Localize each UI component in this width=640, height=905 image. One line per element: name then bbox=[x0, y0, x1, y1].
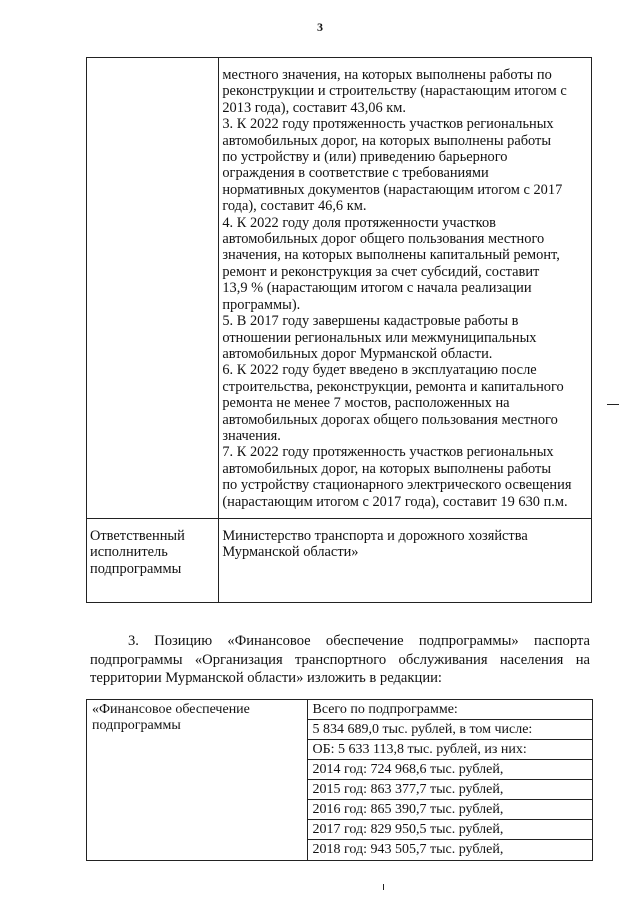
indicator-line: года), составит 46,6 км. bbox=[222, 198, 367, 215]
executor-row bbox=[87, 518, 592, 602]
indicator-line: значения, на которых выполнены капитальный ремонт, bbox=[222, 247, 560, 264]
financing-label-line: «Финансовое обеспечение bbox=[92, 702, 250, 717]
page-number: 3 bbox=[317, 20, 323, 34]
indicator-line: 6. К 2022 году будет введено в эксплуатацию после bbox=[222, 362, 537, 379]
financing-value-line: Всего по подпрограмме: bbox=[308, 700, 593, 720]
financing-label-cell bbox=[87, 700, 308, 861]
indicator-line: строительства, реконструкции, ремонта и капитального bbox=[222, 378, 564, 395]
indicators-row bbox=[87, 58, 592, 519]
paragraph-line: подпрограммы «Организация транспортного обслуживания населения на bbox=[90, 651, 590, 668]
indicator-line: программы). bbox=[222, 296, 301, 313]
financing-value-line: 2017 год: 829 950,5 тыс. рублей, bbox=[308, 820, 593, 840]
indicator-line: ремонт и реконструкция за счет субсидий, составит bbox=[222, 263, 540, 280]
indicator-line: 4. К 2022 году доля протяженности участков bbox=[222, 214, 496, 231]
scan-mark bbox=[383, 884, 384, 890]
financing-value-line: 2014 год: 724 968,6 тыс. рублей, bbox=[308, 760, 593, 780]
indicator-line: нормативных документов (нарастающим итогом с 2017 bbox=[222, 181, 563, 198]
indicator-line: реконструкции и строительству (нарастающим итогом с bbox=[222, 83, 567, 100]
financing-value-line: 2016 год: 865 390,7 тыс. рублей, bbox=[308, 800, 593, 820]
indicator-line: 5. В 2017 году завершены кадастровые работы в bbox=[222, 313, 519, 330]
amendment-paragraph bbox=[90, 632, 590, 688]
executor-label-line: исполнитель bbox=[90, 544, 168, 561]
indicator-line: местного значения, на которых выполнены работы по bbox=[222, 67, 552, 83]
indicator-line: ограждения в соответствие с требованиями bbox=[222, 165, 489, 182]
indicators-right-cell bbox=[219, 58, 592, 519]
indicator-line: автомобильных дорог общего пользования местного bbox=[222, 231, 545, 248]
executor-label-line: подпрограммы bbox=[90, 560, 182, 577]
executor-value-line: Министерство транспорта и дорожного хозяйства bbox=[222, 527, 528, 544]
indicator-line: автомобильных дорог Мурманской области. bbox=[222, 345, 493, 362]
indicator-line: значения. bbox=[222, 427, 281, 444]
indicator-line: автомобильных дорог, на которых выполнены работы bbox=[222, 132, 551, 149]
financing-value-line: ОБ: 5 633 113,8 тыс. рублей, из них: bbox=[308, 740, 593, 760]
indicator-line: ремонта не менее 7 мостов, расположенных на bbox=[222, 395, 510, 412]
indicator-line: 2013 года), составит 43,06 км. bbox=[222, 99, 406, 116]
financing-table bbox=[86, 699, 593, 861]
executor-value-line: Мурманской области» bbox=[222, 544, 359, 561]
paragraph-line: 3. Позицию «Финансовое обеспечение подпрограммы» паспорта bbox=[128, 633, 590, 649]
indicator-line: по устройству и (или) приведению барьерного bbox=[222, 149, 508, 166]
indicator-line: автомобильных дорогах общего пользования местного bbox=[222, 411, 558, 428]
executor-label-cell bbox=[87, 518, 219, 602]
indicator-line: отношении региональных или межмуниципальных bbox=[222, 329, 537, 346]
indicator-line: по устройству стационарного электрического освещения bbox=[222, 477, 572, 494]
scan-mark bbox=[607, 404, 619, 405]
financing-value-cell bbox=[307, 700, 593, 861]
indicator-line: 13,9 % (нарастающим итогом с начала реализации bbox=[222, 280, 532, 297]
executor-label-line: Ответственный bbox=[90, 527, 185, 544]
financing-value-line: 2015 год: 863 377,7 тыс. рублей, bbox=[308, 780, 593, 800]
indicators-table bbox=[86, 57, 592, 603]
indicators-left-cell bbox=[87, 58, 219, 519]
indicator-line: (нарастающим итогом с 2017 года), составит 19 630 п.м. bbox=[222, 493, 568, 510]
paragraph-line: территории Мурманской области» изложить в редакции: bbox=[90, 670, 442, 686]
financing-value-line: 2018 год: 943 505,7 тыс. рублей, bbox=[312, 842, 504, 857]
financing-row bbox=[87, 700, 593, 861]
executor-value-cell bbox=[219, 518, 592, 602]
financing-value-line: 5 834 689,0 тыс. рублей, в том числе: bbox=[308, 720, 593, 740]
indicator-line: 3. К 2022 году протяженность участков региональных bbox=[222, 116, 554, 133]
indicator-line: 7. К 2022 году протяженность участков региональных bbox=[222, 444, 554, 461]
financing-label-line: подпрограммы bbox=[92, 718, 181, 733]
indicator-line: автомобильных дорог, на которых выполнены работы bbox=[222, 460, 551, 477]
